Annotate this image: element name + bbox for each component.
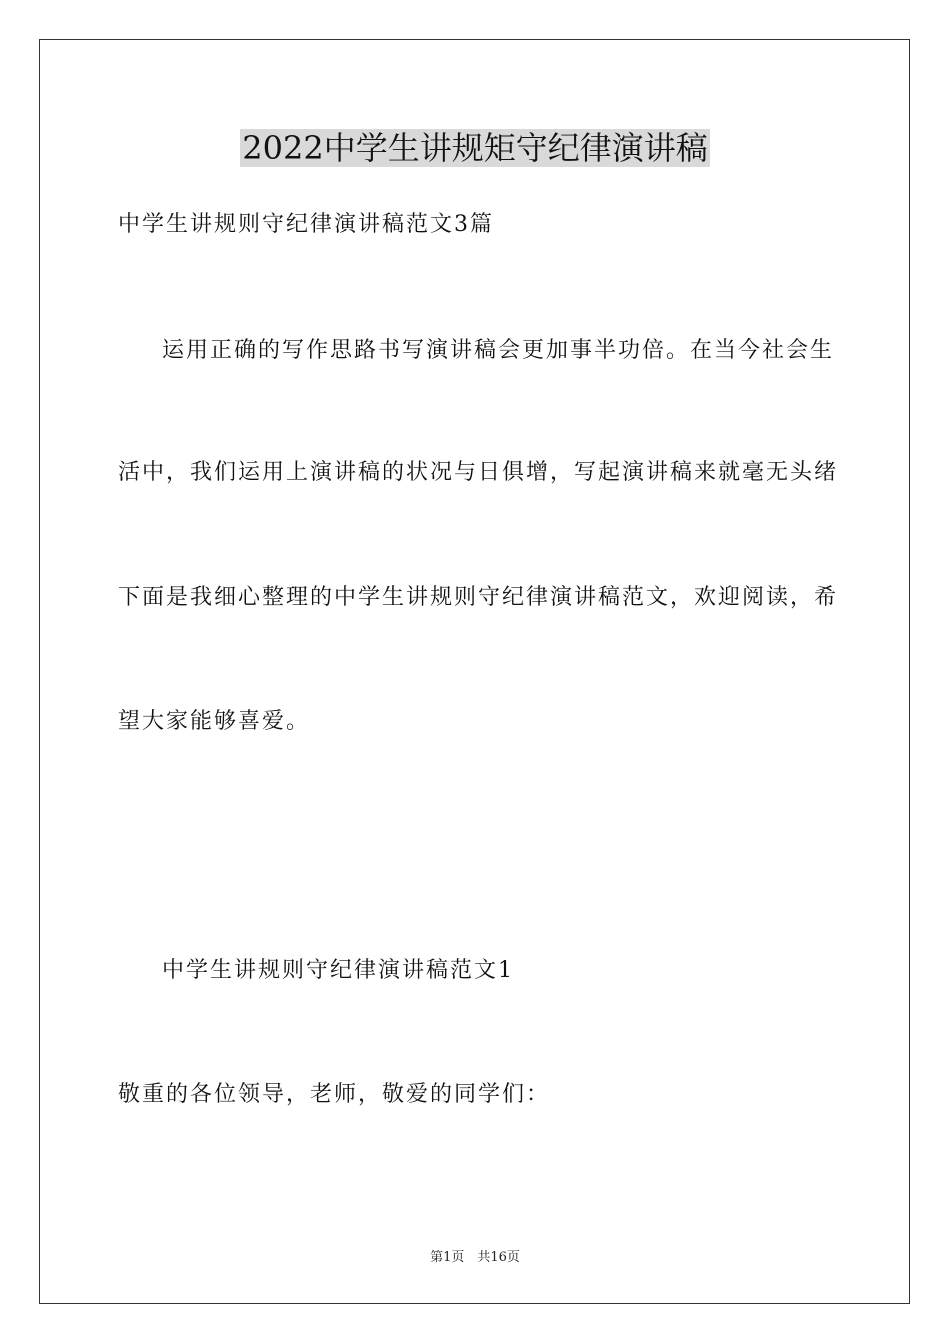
salutation: 敬重的各位领导，老师，敬爱的同学们：	[118, 1082, 551, 1107]
page-number-footer: 第1页 共16页	[430, 1250, 520, 1265]
paragraph-line: 运用正确的写作思路书写演讲稿会更加事半功倍。在当今社会生	[162, 338, 835, 363]
paragraph-line: 下面是我细心整理的中学生讲规则守纪律演讲稿范文，欢迎阅读，希	[118, 585, 839, 610]
document-title-text: 2022中学生讲规矩守纪律演讲稿	[242, 129, 708, 167]
paragraph-line: 望大家能够喜爱。	[118, 709, 311, 734]
section-heading: 中学生讲规则守纪律演讲稿范文1	[162, 958, 514, 983]
document-title	[0, 126, 950, 170]
document-subtitle: 中学生讲规则守纪律演讲稿范文3篇	[118, 212, 494, 237]
paragraph-line: 活中，我们运用上演讲稿的状况与日俱增，写起演讲稿来就毫无头绪	[118, 460, 839, 485]
